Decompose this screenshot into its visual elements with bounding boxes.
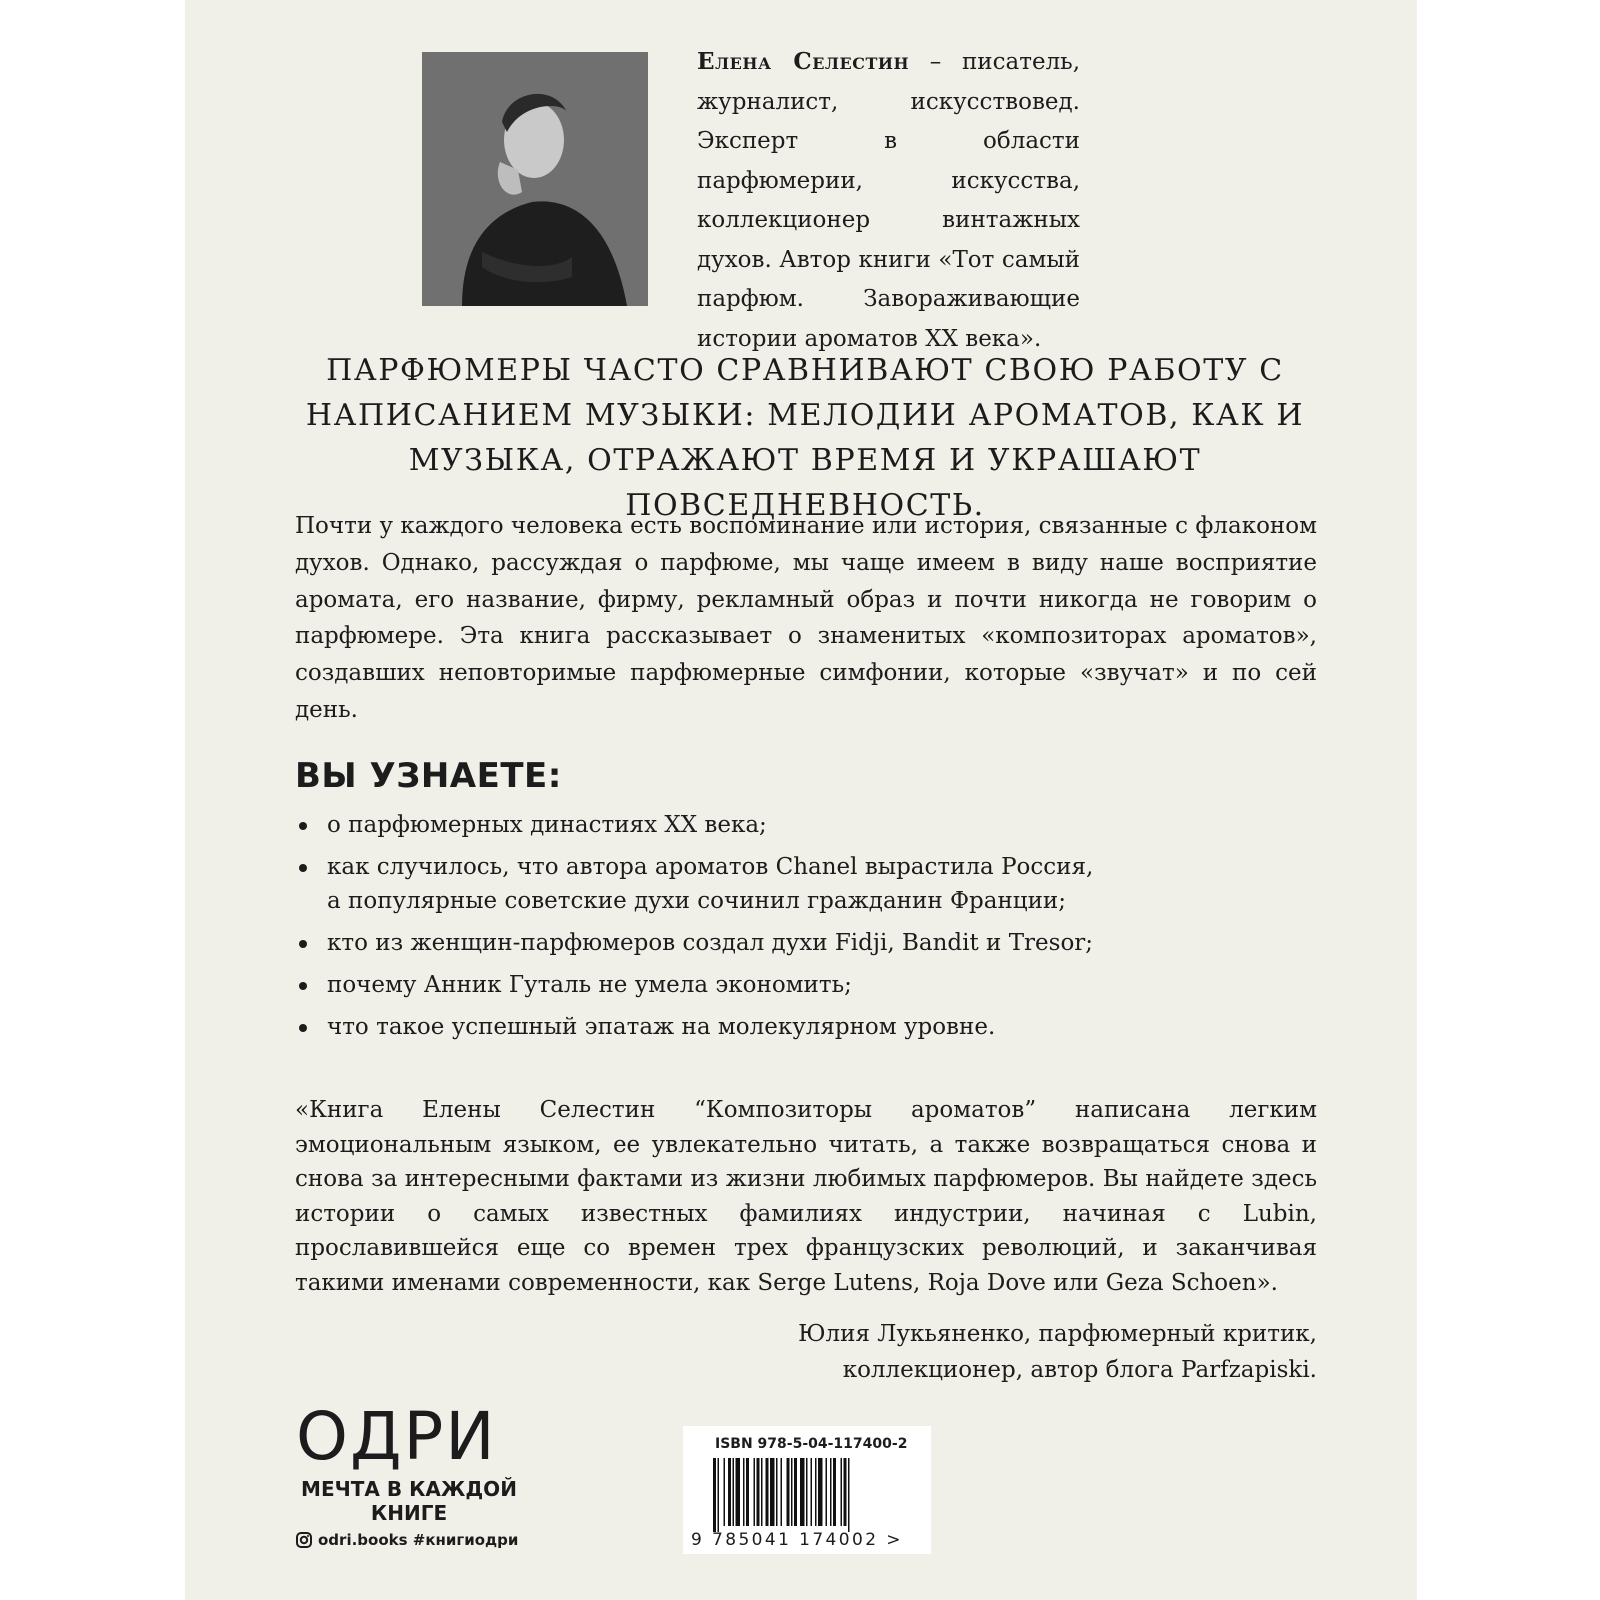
barcode-bar <box>754 1458 756 1526</box>
barcode-bar <box>848 1458 850 1532</box>
learn-list-item <box>295 1010 1295 1044</box>
learn-list-item <box>295 850 1295 918</box>
barcode-bar <box>806 1458 808 1526</box>
barcode-bar <box>811 1458 813 1526</box>
bullet-icon <box>299 940 307 948</box>
barcode-bar <box>746 1458 749 1526</box>
author-photo <box>422 52 648 306</box>
barcode-bar <box>833 1458 836 1526</box>
instagram-icon <box>296 1532 312 1548</box>
learn-list-item <box>295 926 1295 960</box>
learn-list <box>295 808 1295 1052</box>
publisher-social-text: odri.books #книгиодри <box>318 1531 519 1549</box>
barcode-bar <box>733 1458 735 1526</box>
barcode-bar <box>713 1458 716 1532</box>
author-bio <box>697 42 1080 359</box>
barcode-bar <box>781 1458 783 1526</box>
learn-item-text: почему Анник Гуталь не умела экономить; <box>327 972 852 998</box>
publisher-logo <box>296 1398 536 1549</box>
barcode-bar <box>718 1458 720 1532</box>
tagline: ПАРФЮМЕРЫ ЧАСТО СРАВНИВАЮТ СВОЮ РАБОТУ С НАПИСАНИЕМ МУЗЫКИ: МЕЛОДИИ АРОМАТОВ, КАК И МУЗЫКА, ОТРАЖАЮТ ВРЕМЯ И УКРАШАЮТ ПОВСЕДНЕВНОСТЬ. <box>305 353 1305 523</box>
bullet-icon <box>299 864 307 872</box>
publisher-slogan: МЕЧТА В КАЖДОЙ КНИГЕ <box>301 1477 517 1525</box>
barcode-bar <box>770 1458 775 1526</box>
barcode-bar <box>844 1458 847 1526</box>
publisher-social <box>296 1531 536 1549</box>
bullet-icon <box>299 822 307 830</box>
barcode-bar <box>728 1458 731 1526</box>
barcode-bar <box>776 1458 778 1526</box>
review-quote: «Книга Елены Селестин “Композиторы ароматов” написана легким эмоциональным языком, ее увлекательно читать, а также возвращаться снова и снова за интересными фактами из жизни любимых парфюмеров. Вы найдете здесь истории о самых известных фамилиях индустрии, начиная с Lubin, прославившейся еще со времен трех французских революций, и заканчивая такими именами современности, как Serge Lutens, Roja Dove или Geza Schoen». <box>295 1097 1317 1296</box>
author-portrait-image <box>422 52 648 306</box>
barcode-bar <box>787 1458 790 1526</box>
author-bio-text: – писатель, журналист, искусствовед. Эксперт в области парфюмерии, искусства, коллекционер винтажных духов. Автор книги «Тот самый парфюм. Завораживающие истории ароматов XX века». <box>697 49 1081 352</box>
bullet-icon <box>299 1024 307 1032</box>
barcode-bar <box>815 1458 817 1526</box>
barcode-bar <box>761 1458 763 1526</box>
author-name: Елена Селестин <box>697 48 910 75</box>
barcode-bar <box>791 1458 793 1526</box>
attribution-line: коллекционер, автор блога Parfzapiski. <box>842 1357 1317 1383</box>
barcode-bar <box>766 1458 769 1526</box>
bullet-icon <box>299 982 307 990</box>
learn-item-text: кто из женщин-парфюмеров создал духи Fidji, Bandit и Tresor; <box>327 930 1094 956</box>
barcode-bar <box>826 1458 828 1526</box>
isbn-label: ISBN 978-5-04-117400-2 <box>715 1436 908 1452</box>
barcode-bar <box>841 1458 843 1526</box>
learn-heading: ВЫ УЗНАЕТЕ: <box>295 756 562 796</box>
barcode-bar <box>830 1458 832 1526</box>
barcode-bar <box>724 1458 726 1526</box>
isbn-barcode <box>683 1426 931 1554</box>
barcode-bar <box>800 1458 805 1526</box>
book-description: Почти у каждого человека есть воспоминание или история, связанные с флаконом духов. Однако, рассуждая о парфюме, мы чаще имеем в виду наше восприятие аромата, его название, фирму, рекламный образ и почти никогда не говорим о парфюмере. Эта книга рассказывает о знаменитых «композиторах ароматов», создавших неповторимые парфюмерные симфонии, которые «звучат» и по сей день. <box>295 513 1317 723</box>
barcode-bar <box>757 1458 760 1526</box>
barcode-bar <box>736 1458 741 1526</box>
quote-attribution <box>798 1316 1317 1388</box>
learn-list-item <box>295 968 1295 1002</box>
barcode-bar <box>818 1458 823 1526</box>
learn-item-text: о парфюмерных династиях XX века; <box>327 812 767 838</box>
publisher-logo-word: ОДРИ <box>296 1398 497 1475</box>
barcode-bar <box>743 1458 745 1526</box>
barcode-digits: 9 785041 174002 > <box>691 1530 903 1550</box>
learn-list-item <box>295 808 1295 842</box>
barcode-bar <box>794 1458 797 1526</box>
learn-item-text: как случилось, что автора ароматов Chanel вырастила Россия, а популярные советские духи сочинил гражданин Франции; <box>327 854 1094 914</box>
learn-item-text: что такое успешный эпатаж на молекулярном уровне. <box>327 1014 996 1040</box>
attribution-line: Юлия Лукьяненко, парфюмерный критик, <box>798 1321 1317 1347</box>
